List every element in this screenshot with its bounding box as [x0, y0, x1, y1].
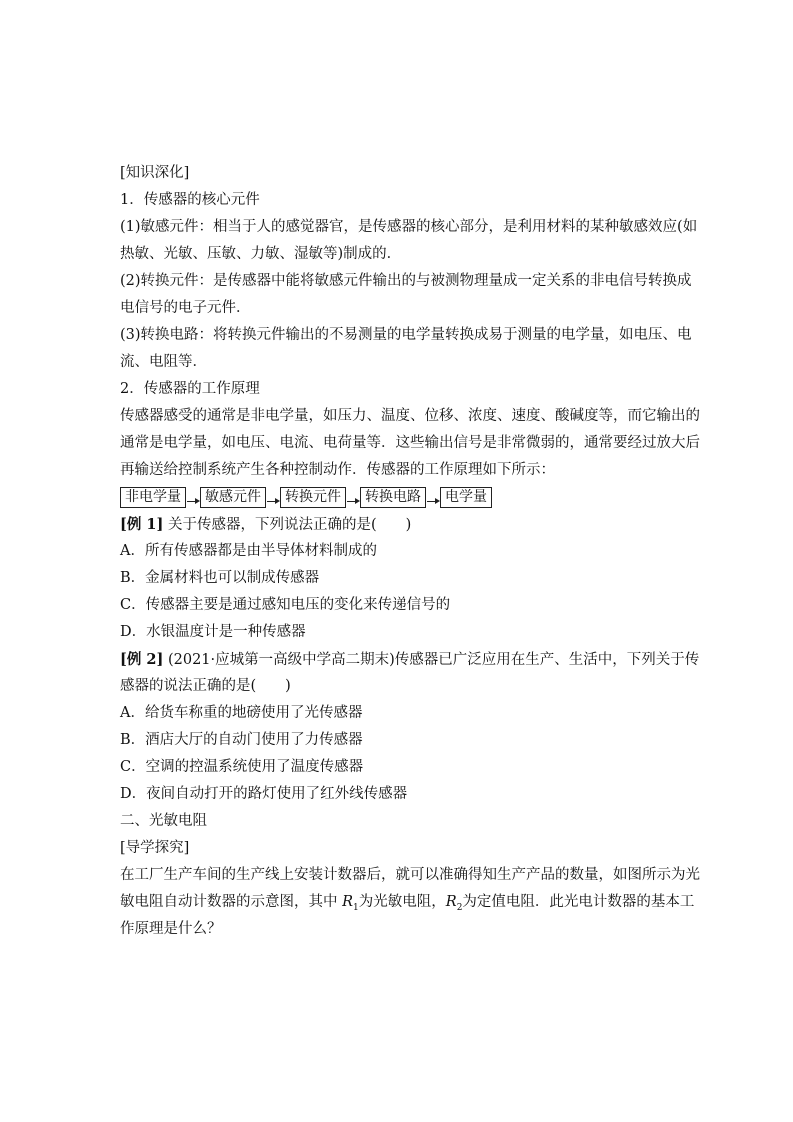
r2-subscript: 2	[456, 902, 463, 913]
part3-para-line1: 在工厂生产车间的生产线上安装计数器后，就可以准确得知生产产品的数量，如图所示为光	[120, 867, 700, 883]
part1-item3-line2: 流、电阻等．	[120, 354, 207, 370]
part3-sub-header: [导学探究]	[120, 840, 190, 856]
part1-item3-line1: (3)转换电路：将转换元件输出的不易测量的电学量转换成易于测量的电学量，如电压、电	[120, 327, 692, 343]
part1-item2-line2: 电信号的电子元件．	[120, 300, 251, 316]
example2-question-part1: (2021·应城第一高级中学高二期末)传感器已广泛应用在生产、生活中，下列关于传	[167, 652, 700, 668]
example1-option-b: B．金属材料也可以制成传感器	[120, 570, 320, 586]
part1-item1-line2: 热敏、光敏、压敏、力敏、湿敏等)制成的．	[120, 246, 402, 262]
part3-title: 二、光敏电阻	[120, 813, 207, 829]
part1-item2-line1: (2)转换元件：是传感器中能将敏感元件输出的与被测物理量成一定关系的非电信号转换成	[120, 273, 692, 289]
example1-option-a: A．所有传感器都是由半导体材料制成的	[120, 543, 377, 559]
right-arrow-icon	[186, 488, 200, 507]
part3-para-line3: 作原理是什么？	[120, 921, 222, 937]
part2-para-line3: 再输送给控制系统产生各种控制动作．传感器的工作原理如下所示：	[120, 462, 555, 478]
flow-box-electrical: 电学量	[440, 487, 492, 508]
example2-tag: [例 2]	[120, 651, 164, 668]
part2-para-line1: 传感器感受的通常是非电学量，如压力、温度、位移、浓度、速度、酸碱度等，而它输出的	[120, 408, 700, 424]
example2-option-d: D．夜间自动打开的路灯使用了红外线传感器	[120, 786, 408, 802]
part3-para-line2-a: 敏电阻自动计数器的示意图，其中	[120, 894, 343, 910]
example2-option-a: A．给货车称重的地磅使用了光传感器	[120, 705, 363, 721]
right-arrow-icon	[266, 488, 280, 507]
right-arrow-icon	[346, 488, 360, 507]
example2-option-b: B．酒店大厅的自动门使用了力传感器	[120, 732, 363, 748]
flow-box-sensitive-element: 敏感元件	[200, 487, 266, 508]
flow-box-non-electrical: 非电学量	[120, 487, 186, 508]
right-arrow-icon	[426, 488, 440, 507]
part2-para-line2: 通常是电学量，如电压、电流、电荷量等．这些输出信号是非常微弱的，通常要经过放大后	[120, 435, 700, 451]
example2-question-line1	[120, 646, 700, 673]
flow-box-conversion-circuit: 转换电路	[360, 487, 426, 508]
part1-item1-line1: (1)敏感元件：相当于人的感觉器官，是传感器的核心部分，是利用材料的某种敏感效应(如	[120, 219, 698, 235]
example1-option-d: D．水银温度计是一种传感器	[120, 624, 306, 640]
part3-para-line2-c: 为定值电阻．此光电计数器的基本工	[462, 894, 695, 910]
example1-option-c: C．传感器主要是通过感知电压的变化来传递信号的	[120, 597, 451, 613]
example1-question-line	[120, 511, 680, 538]
part1-title: 1．传感器的核心元件	[120, 192, 260, 208]
example2-option-c: C．空调的控温系统使用了温度传感器	[120, 759, 364, 775]
part3-para-line2-b: 为光敏电阻，	[358, 894, 446, 910]
document-body	[120, 160, 700, 943]
r1-subscript: 1	[353, 902, 359, 913]
part3-para-line2	[120, 889, 695, 916]
example1-question: 关于传感器，下列说法正确的是( )	[167, 517, 412, 533]
r1-variable: R	[342, 894, 354, 910]
flow-box-conversion-element: 转换元件	[280, 487, 346, 508]
principle-flow-diagram	[120, 484, 680, 511]
example2-question-line2: 感器的说法正确的是( )	[120, 678, 291, 694]
example1-tag: [例 1]	[120, 516, 164, 533]
section-header: [知识深化]	[120, 165, 190, 181]
r2-variable: R	[445, 894, 457, 910]
part2-title: 2．传感器的工作原理	[120, 381, 260, 397]
